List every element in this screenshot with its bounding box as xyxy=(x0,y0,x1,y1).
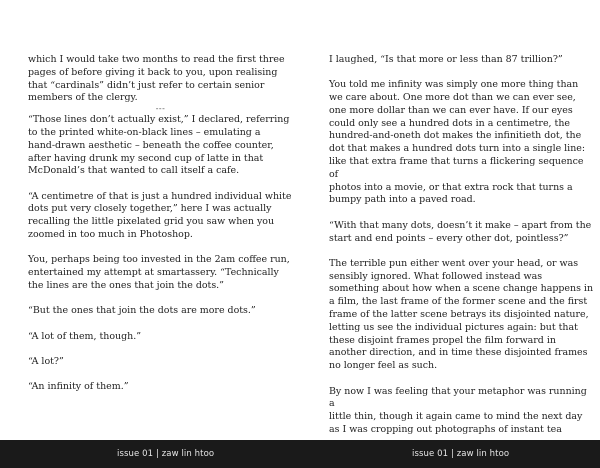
paragraph: “A centimetre of that is just a hundred individual white dots put very closely together,” here I was actually recalling the little pixelated grid you saw when you zoomed in too much in Photoshop. xyxy=(28,190,292,241)
paragraph: “A lot of them, though.” xyxy=(28,330,142,342)
paragraph: You told me infinity was simply one more thing than we care about. One more dot than we can ever see, one more dollar than we can ever have. If our eyes could only see a hundred dots in a centimetre, the hundred-and-oneth dot makes the infinitieth dot, the dot that makes a hundred dots turn into a single line: like that extra frame that turns a flickering sequence of photos into a movie, or that extra rock that turns a bumpy path into a paved road. xyxy=(329,79,586,206)
paragraph: “A lot?” xyxy=(28,355,64,367)
page-footer xyxy=(0,440,600,468)
paragraph: You, perhaps being too invested in the 2am coffee run, entertained my attempt at smartassery. “Technically the lines are the ones that join the dots.” xyxy=(28,254,290,291)
footer-label-left: issue 01 | zaw lin htoo xyxy=(117,449,215,459)
paragraph: which I would take two months to read the first three pages of before giving it back to you, upon realising that “cardinals” didn’t just refer to certain senior members of the clergy. xyxy=(28,54,285,104)
paragraph: The terrible pun either went over your head, or was sensibly ignored. What followed instead was something about how when a scene change happens in a film, the last frame of the former scene and the first frame of the latter scene betrays its disjointed nature, letting us see the individual pictures again: but that these disjoint frames propel the film forward in another direction, and in time these disjointed frames no longer feel as such. xyxy=(329,257,594,372)
paragraph: “With that many dots, doesn’t it make – apart from the start and end points – every other dot, pointless?” xyxy=(329,219,592,244)
paragraph: I laughed, “Is that more or less than 87 trillion?” xyxy=(329,54,563,65)
paragraph: “An infinity of them.” xyxy=(28,381,129,393)
paragraph: “But the ones that join the dots are more dots.” xyxy=(28,305,256,317)
paragraph: “Those lines don’t actually exist,” I declared, referring to the printed white-on-black lines – emulating a hand-drawn aesthetic – beneath the coffee counter, after having drunk my second cup of latte in that McDonald’s that wanted to call itself a cafe. xyxy=(28,114,290,177)
section-divider: --- xyxy=(155,104,166,114)
left-page xyxy=(28,54,293,406)
footer-label-right: issue 01 | zaw lin htoo xyxy=(412,449,510,459)
paragraph: By now I was feeling that your metaphor was running a little thin, though it again came to mind the next day as I was cropping out photographs of instant tea xyxy=(329,385,587,435)
right-page xyxy=(329,54,594,449)
